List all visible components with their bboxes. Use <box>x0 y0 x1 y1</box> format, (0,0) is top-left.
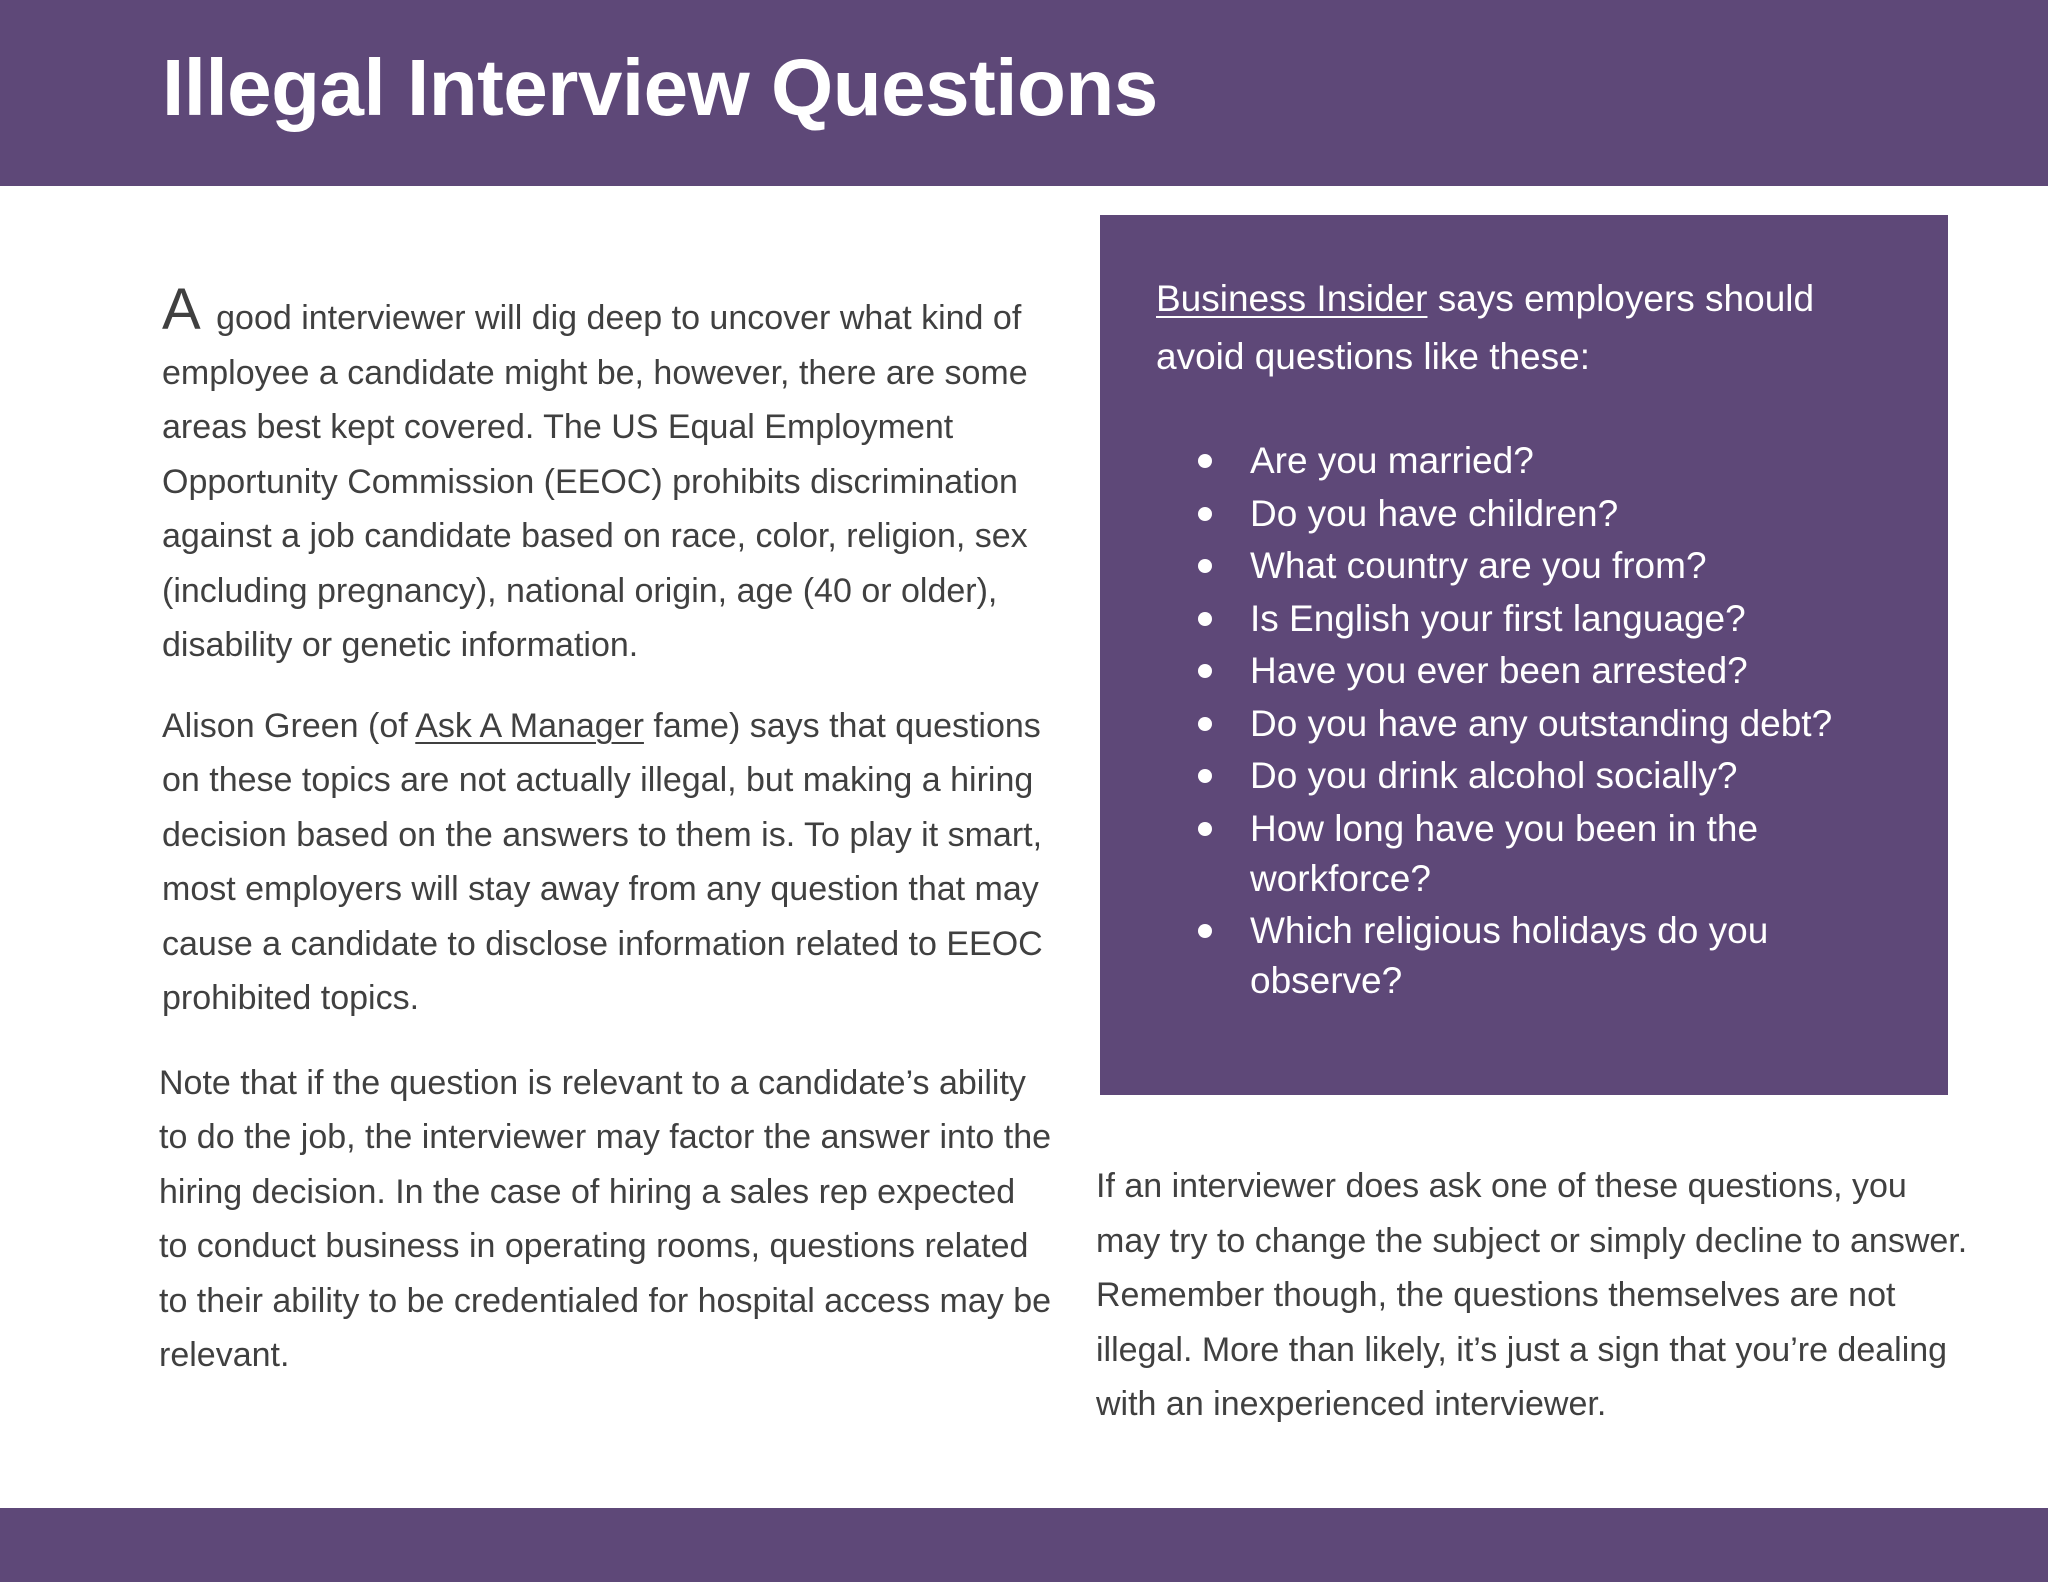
list-item <box>1156 906 1908 1006</box>
question-text: Do you drink alcohol socially? <box>1250 755 1738 796</box>
header-band <box>0 0 2048 186</box>
right-column <box>1096 1159 1976 1432</box>
list-item <box>1156 699 1908 749</box>
bullet-icon <box>1198 717 1212 731</box>
page-title: Illegal Interview Questions <box>162 43 1158 132</box>
bullet-icon <box>1198 769 1212 783</box>
list-item <box>1156 646 1908 696</box>
question-text: What country are you from? <box>1250 545 1707 586</box>
list-item <box>1156 594 1908 644</box>
para2-trail-text: fame) says that questions on these topics are not actually illegal, but making a hiring decision based on the answers to them is. To play it smart, most employers will stay away from any question that may cause a candidate to disclose information related to EEOC prohibited topics. <box>162 706 1043 1017</box>
bullet-icon <box>1198 664 1212 678</box>
question-text: Have you ever been arrested? <box>1250 650 1748 691</box>
question-text: Is English your first language? <box>1250 597 1746 639</box>
bullet-icon <box>1198 454 1212 468</box>
intro-paragraph-text: good interviewer will dig deep to uncover what kind of employee a candidate might be, however, there are some areas best kept covered. The US Equal Employment Opportunity Commission (EEOC) prohibits discrimination against a job candidate based on race, color, religion, sex (including pregnancy), national origin, age (40 or older), disability or genetic information. <box>162 299 1028 664</box>
list-item <box>1156 436 1908 486</box>
question-text: Which religious holidays do you observe? <box>1250 910 1769 1001</box>
list-item <box>1156 751 1908 801</box>
advice-paragraph: If an interviewer does ask one of these questions, you may try to change the subject or simply decline to answer. Remember though, the questions themselves are not illegal. More than likely, it’s just a sign that you’re dealing with an inexperienced interviewer. <box>1096 1167 1968 1423</box>
question-list <box>1156 436 1908 1006</box>
business-insider-link[interactable]: Business Insider <box>1156 278 1428 319</box>
drop-cap: A <box>162 277 201 342</box>
left-column <box>159 277 1052 1383</box>
questions-sidebar <box>1100 215 1948 1095</box>
list-item <box>1156 804 1908 904</box>
bullet-icon <box>1198 559 1212 573</box>
relevance-paragraph: Note that if the question is relevant to a candidate’s ability to do the job, the interviewer may factor the answer into the hiring decision. In the case of hiring a sales rep expected to conduct business in operating rooms, questions related to their ability to be credentialed for hospital access may be relevant. <box>159 1063 1052 1374</box>
sidebar-intro-text: says employers should avoid questions like these: <box>1156 278 1815 377</box>
question-text: Do you have children? <box>1250 492 1619 534</box>
footer-band <box>0 1508 2048 1582</box>
list-item <box>1156 489 1908 539</box>
bullet-icon <box>1198 822 1212 836</box>
sidebar-intro <box>1156 270 1908 386</box>
question-text: Do you have any outstanding debt? <box>1250 702 1833 744</box>
bullet-icon <box>1198 924 1212 938</box>
question-text: Are you married? <box>1250 440 1534 481</box>
para2-lead-text: Alison Green (of <box>162 706 416 745</box>
ask-a-manager-link[interactable]: Ask A Manager <box>415 706 644 745</box>
ask-a-manager-paragraph <box>162 699 1052 1026</box>
list-item <box>1156 541 1908 591</box>
bullet-icon <box>1198 507 1212 521</box>
question-text: How long have you been in the workforce? <box>1250 807 1759 899</box>
bullet-icon <box>1198 612 1212 626</box>
intro-paragraph <box>162 277 1052 673</box>
